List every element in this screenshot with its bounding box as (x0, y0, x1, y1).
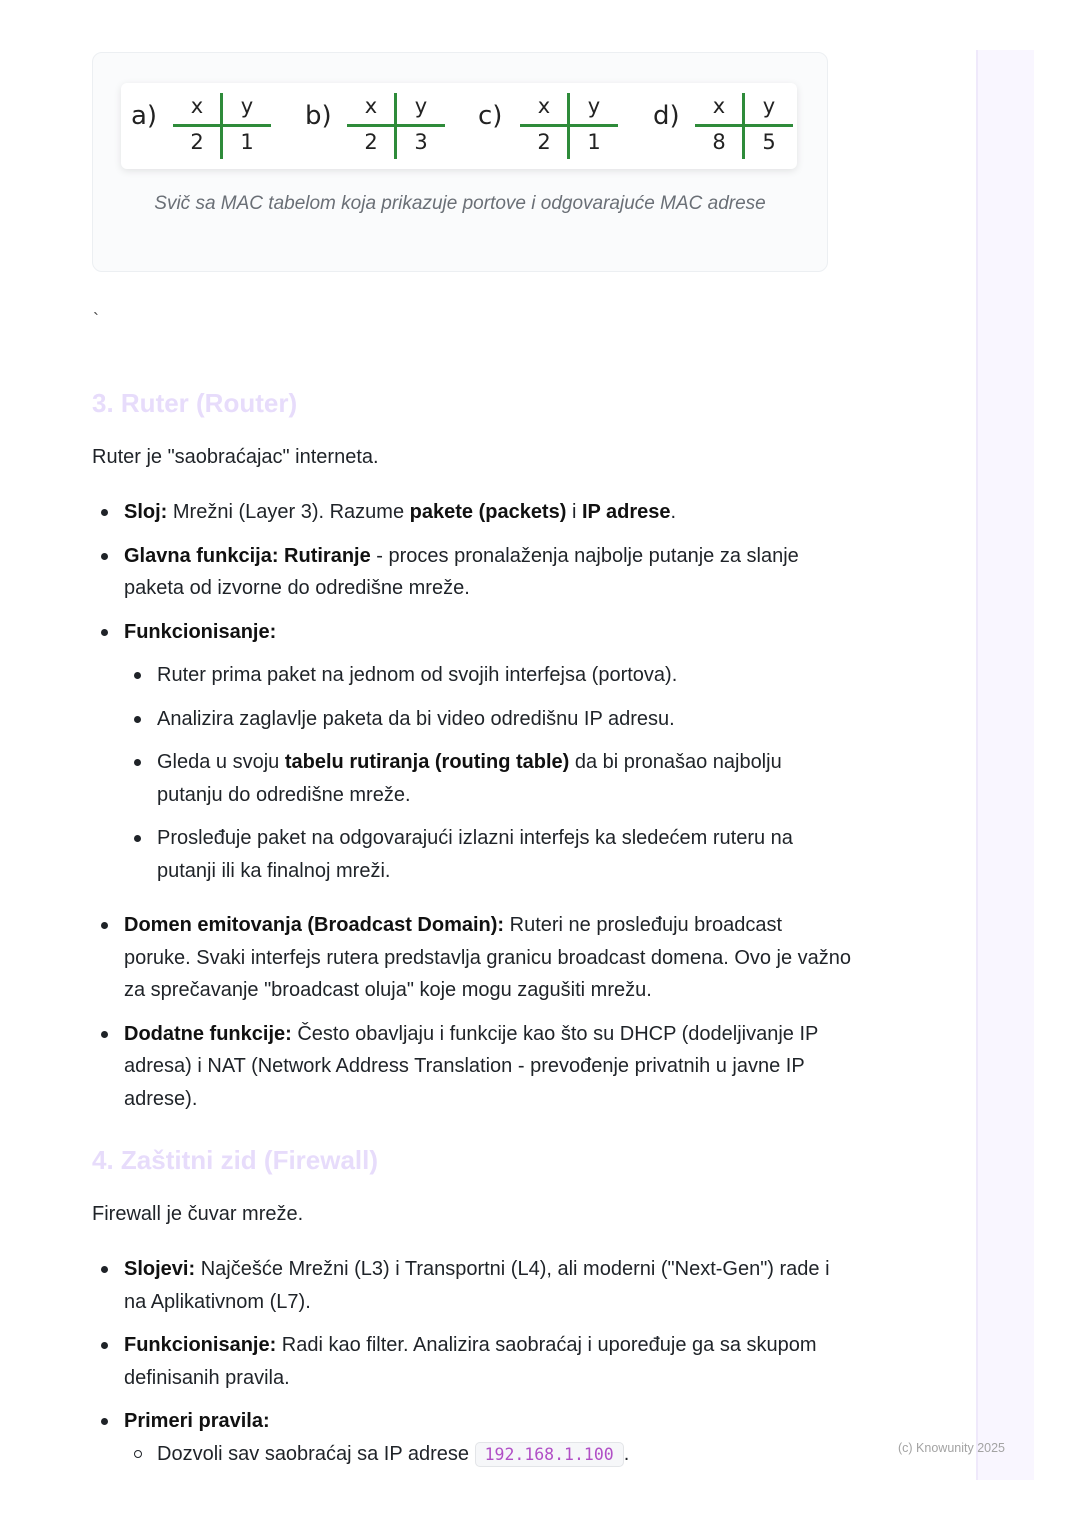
value-x: 8 (712, 130, 726, 154)
header-x: x (712, 94, 726, 118)
header-x: x (537, 94, 551, 118)
value-x: 2 (537, 130, 551, 154)
list-item: Dozvoli sav saobraćaj sa IP adrese 192.168.1.100 . (124, 1438, 852, 1472)
table-letter: a) (131, 101, 158, 131)
figure-card (92, 52, 828, 272)
ip-address-code: 192.168.1.100 (475, 1442, 624, 1467)
value-x: 2 (364, 130, 378, 154)
value-x: 2 (190, 130, 204, 154)
router-steps (124, 659, 852, 887)
figure-caption: Svič sa MAC tabelom koja prikazuje portove i odgovarajuće MAC adrese (154, 193, 766, 214)
header-x: x (364, 94, 378, 118)
header-y: y (587, 94, 601, 118)
list-item: Primeri pravila: Dozvoli sav saobraćaj sa IP adrese 192.168.1.100 . (92, 1405, 852, 1471)
list-item: Slojevi: Najčešće Mrežni (L3) i Transportni (L4), ali moderni ("Next-Gen") rade i na Aplikativnom (L7). (92, 1253, 852, 1318)
watermark: (c) Knowunity 2025 (898, 1441, 1006, 1455)
list-item: Funkcionisanje: Ruter prima paket na jednom od svojih interfejsa (portova). Analizira zaglavlje paketa da bi video odredišnu IP adresu. Gleda u svoju tabelu rutiranja (routing table) da bi pronašao najbolju putanju do odredišne mreže. Prosleđuje paket na odgovarajući izlazni interfejs ka sledećem ruteru na putanji ili ka finalnoj mreži. (92, 616, 852, 888)
table-letter: d) (653, 101, 680, 131)
firewall-intro: Firewall je čuvar mreže. (92, 1203, 304, 1225)
truth-table-figure (121, 83, 797, 169)
list-item: Dodatne funkcije: Često obavljaju i funkcije kao što su DHCP (dodeljivanje IP adresa) i NAT (Network Address Translation - prevođenje privatnih u javne IP adrese). (92, 1018, 852, 1116)
header-y: y (762, 94, 776, 118)
list-item: Sloj: Mrežni (Layer 3). Razume pakete (packets) i IP adrese. (92, 496, 852, 529)
value-y: 1 (587, 130, 601, 154)
value-y: 3 (414, 130, 428, 154)
router-intro: Ruter je "saobraćajac" interneta. (92, 446, 379, 468)
list-item: Glavna funkcija: Rutiranje - proces pronalaženja najbolje putanje za slanje paketa od izvorne do odredišne mreže. (92, 540, 852, 605)
list-item: Funkcionisanje: Radi kao filter. Analizira saobraćaj i upoređuje ga sa skupom definisanih pravila. (92, 1329, 852, 1394)
header-y: y (240, 94, 254, 118)
list-item: Domen emitovanja (Broadcast Domain): Ruteri ne prosleđuju broadcast poruke. Svaki interfejs rutera predstavlja granicu broadcast domena. Ovo je važno za sprečavanje "broadcast oluja" koje mogu zagušiti mrežu. (92, 909, 852, 1007)
value-y: 5 (762, 130, 776, 154)
header-y: y (414, 94, 428, 118)
section-title-firewall: 4. Zaštitni zid (Firewall) (92, 1145, 379, 1175)
firewall-list (92, 1253, 852, 1482)
stray-backtick: ` (93, 310, 99, 330)
table-letter: c) (478, 101, 503, 131)
router-list (92, 496, 852, 1126)
header-x: x (190, 94, 204, 118)
value-y: 1 (240, 130, 254, 154)
section-title-router: 3. Ruter (Router) (92, 388, 298, 418)
list-item: Gleda u svoju tabelu rutiranja (routing table) da bi pronašao najbolju putanju do odredišne mreže. (124, 746, 852, 811)
list-item: Analizira zaglavlje paketa da bi video odredišnu IP adresu. (124, 703, 852, 736)
table-letter: b) (305, 101, 332, 131)
firewall-rules (124, 1438, 852, 1472)
right-rail (976, 50, 1034, 1480)
list-item: Ruter prima paket na jednom od svojih interfejsa (portova). (124, 659, 852, 692)
list-item: Prosleđuje paket na odgovarajući izlazni interfejs ka sledećem ruteru na putanji ili ka finalnoj mreži. (124, 822, 852, 887)
